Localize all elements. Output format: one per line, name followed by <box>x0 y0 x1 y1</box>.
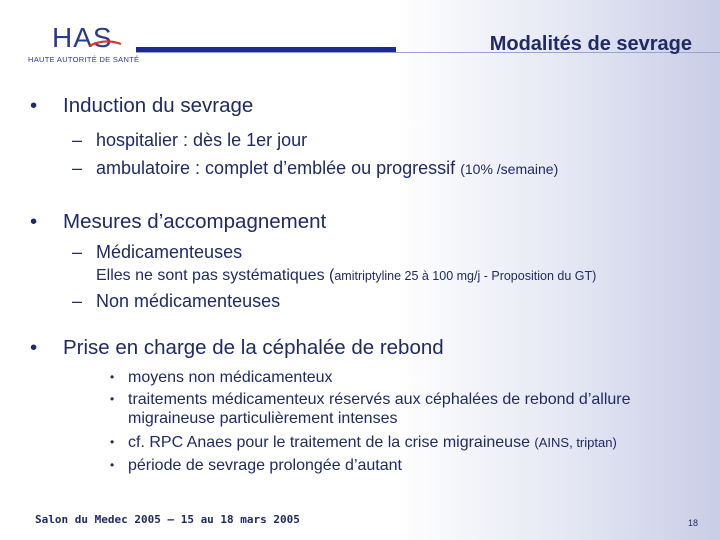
section-mesures-heading: • Mesures d’accompagnement <box>30 210 327 233</box>
mesures-item-medicamenteuses: – Médicamenteuses <box>72 242 243 262</box>
mesures-item-non-medicamenteuses: – Non médicamenteuses <box>72 291 281 311</box>
rebond-bullet-2: • traitements médicamenteux réservés aux céphalées de rebond d’allure migraineuse particulièrement intenses <box>110 391 631 427</box>
rebond-bullet-1: • moyens non médicamenteux <box>110 369 333 386</box>
bullet-dot: • <box>30 210 38 233</box>
page-number: 18 <box>687 518 698 528</box>
induction-item-hospitalier: – hospitalier : dès le 1er jour <box>72 130 308 150</box>
rebond-bullet-3: • cf. RPC Anaes pour le traitement de la crise migraineuse (AINS, triptan) <box>110 434 617 451</box>
slide-title: Modalités de sevrage <box>489 33 692 55</box>
logo-subtitle: HAUTE AUTORITÉ DE SANTÉ <box>28 55 140 64</box>
induction-item-ambulatoire: – ambulatoire : complet d’emblée ou progressif (10% /semaine) <box>72 158 559 178</box>
rebond-bullet-4: • période de sevrage prolongée d’autant <box>110 457 402 474</box>
footer-event: Salon du Medec 2005 – 15 au 18 mars 2005 <box>35 513 300 526</box>
has-logo <box>28 20 140 68</box>
logo-letters: HAS <box>52 22 113 53</box>
section-induction-heading: • Induction du sevrage <box>30 94 254 117</box>
section-rebond-heading: • Prise en charge de la céphalée de rebond <box>30 336 444 359</box>
induction-item-ambulatoire-note: (10% /semaine) <box>460 161 559 177</box>
bullet-dot: • <box>30 336 38 359</box>
bullet-dot: • <box>30 94 38 117</box>
logo-swoosh-icon <box>88 36 122 50</box>
mesures-note: Elles ne sont pas systématiques (amitriptyline 25 à 100 mg/j - Proposition du GT) <box>96 267 597 284</box>
